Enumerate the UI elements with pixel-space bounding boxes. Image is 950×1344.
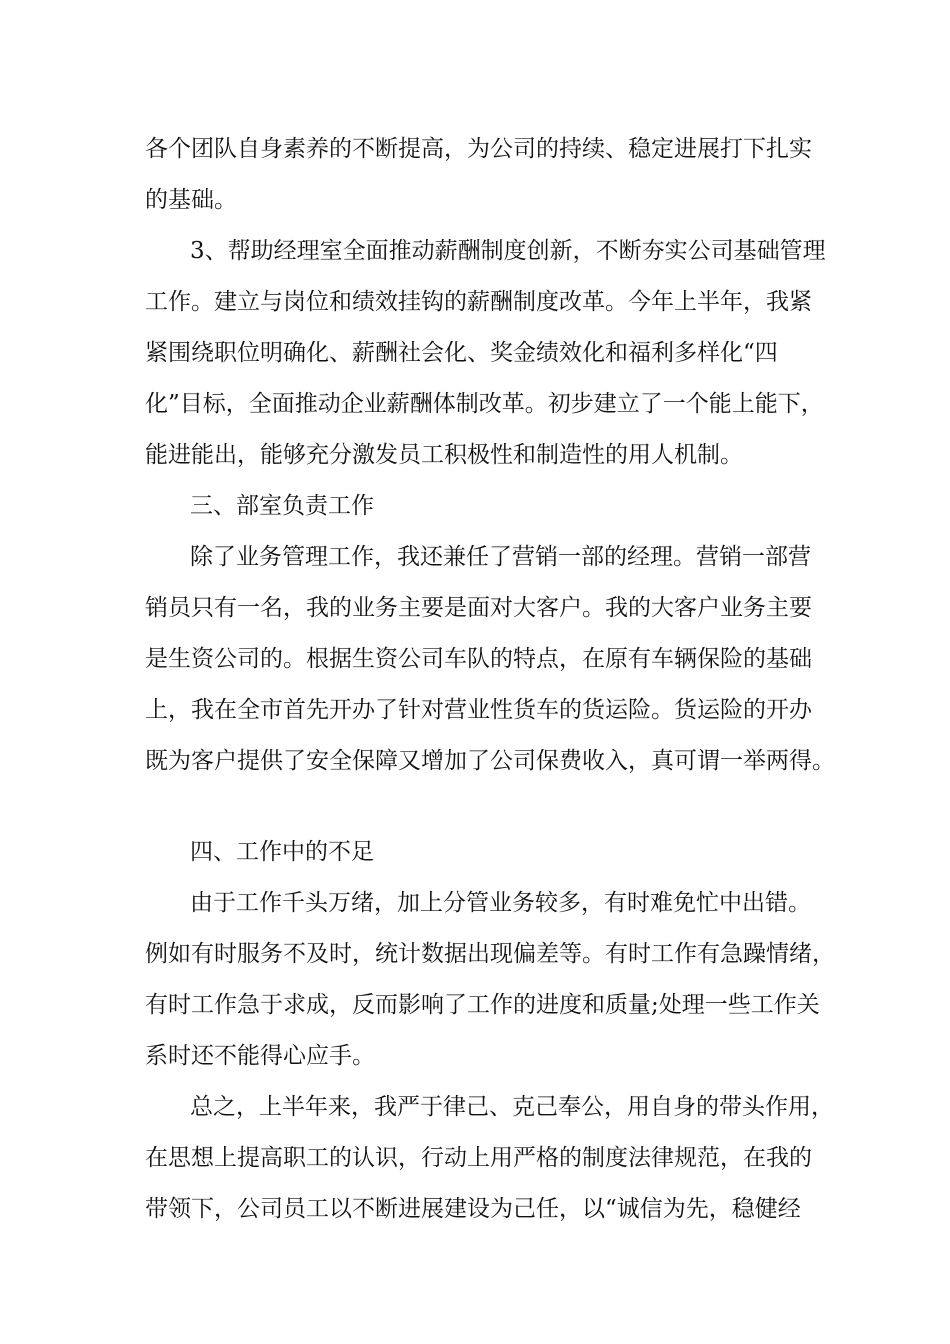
text-line: 各个团队自身素养的不断提高，为公司的持续、稳定进展打下扎实 [145,136,812,162]
text-line: 的基础。 [145,187,237,213]
text-line: 既为客户提供了安全保障又增加了公司保费收入，真可谓一举两得。 [145,748,835,774]
text-line: 上，我在全市首先开办了针对营业性货车的货运险。货运险的开办 [145,697,812,723]
text-line: 是生资公司的。根据生资公司车队的特点，在原有车辆保险的基础 [145,646,812,672]
text-line: 能进能出，能够充分激发员工积极性和制造性的用人机制。 [145,442,743,468]
text-line: 有时工作急于求成，反而影响了工作的进度和质量;处理一些工作关 [145,992,820,1018]
section-heading: 三、部室负责工作 [190,493,374,519]
text-line: 由于工作千头万绪，加上分管业务较多，有时难免忙中出错。 [190,890,811,916]
text-line: 除了业务管理工作，我还兼任了营销一部的经理。营销一部营 [190,544,811,570]
text-line: 带领下，公司员工以不断进展建设为己任，以“诚信为先，稳健经 [145,1196,801,1222]
text-line: 总之，上半年来，我严于律己、克己奉公，用自身的带头作用， [190,1094,834,1120]
text-line: 例如有时服务不及时，统计数据出现偏差等。有时工作有急躁情绪， [145,941,835,967]
text-line: 3、帮助经理室全面推动薪酬制度创新，不断夯实公司基础管理 [190,238,826,264]
text-line: 工作。建立与岗位和绩效挂钩的薪酬制度改革。今年上半年，我紧 [145,289,812,315]
text-line: 化”目标，全面推动企业薪酬体制改革。初步建立了一个能上能下， [145,391,824,417]
text-line: 销员只有一名，我的业务主要是面对大客户。我的大客户业务主要 [145,595,812,621]
text-line: 系时还不能得心应手。 [145,1043,375,1069]
text-line: 紧围绕职位明确化、薪酬社会化、奖金绩效化和福利多样化“四 [145,340,778,366]
text-line: 在思想上提高职工的认识，行动上用严格的制度法律规范，在我的 [145,1145,812,1171]
section-heading: 四、工作中的不足 [190,839,374,865]
